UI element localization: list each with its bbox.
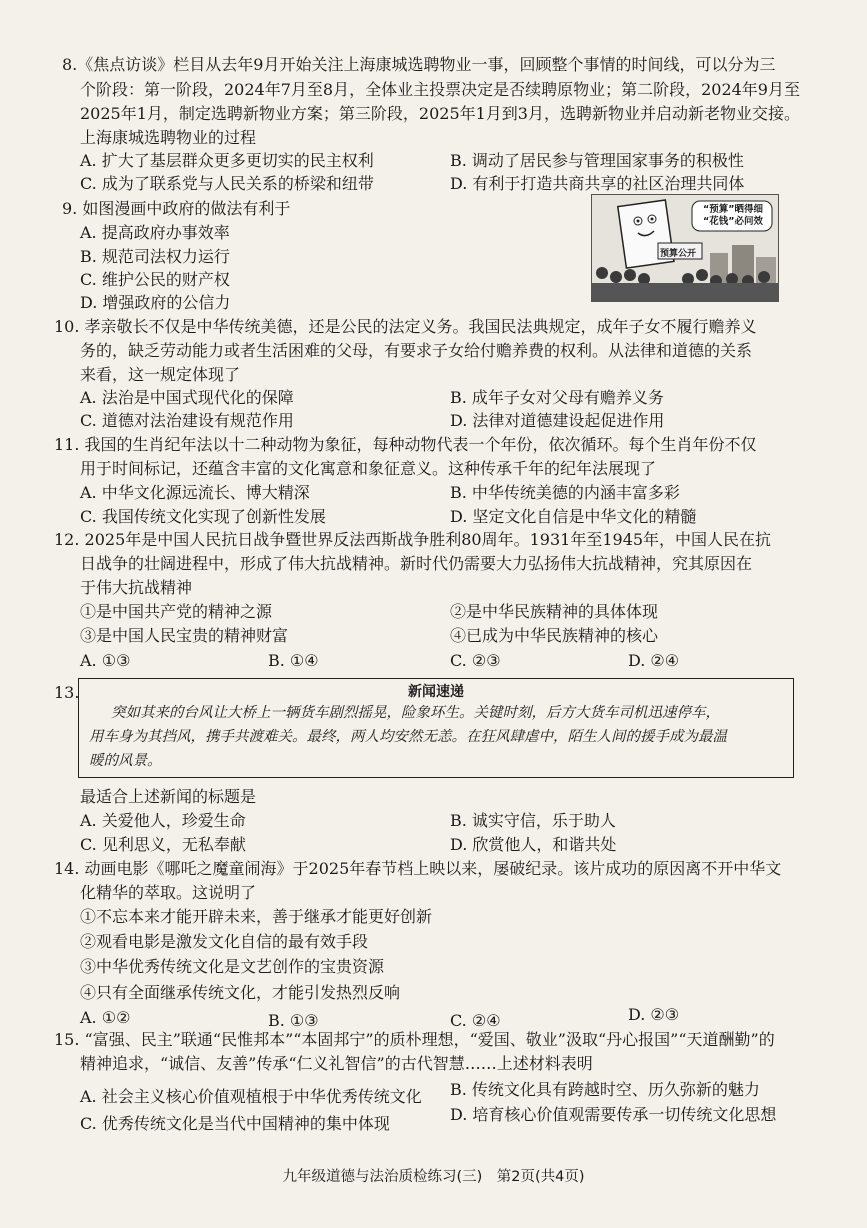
q14-item-4: ④只有全面继承传统文化，才能引发热烈反响 xyxy=(80,983,401,1002)
q10-option-c: C. 道德对法治建设有规范作用 xyxy=(80,411,294,430)
q13-option-b: B. 诚实守信，乐于助人 xyxy=(450,811,616,830)
q10-stem-line: 来看，这一规定体现了 xyxy=(80,365,241,384)
q8-stem-line: 个阶段：第一阶段，2024年7月至8月，全体业主投票决定是否续聘原物业；第二阶段，2024年9月至 xyxy=(80,80,800,99)
q8-option-c: C. 成为了联系党与人民关系的桥梁和纽带 xyxy=(80,174,374,193)
q11-option-b: B. 中华传统美德的内涵丰富多彩 xyxy=(450,483,680,502)
q13-number: 13. xyxy=(54,683,80,702)
q14-option-a: A. ①② xyxy=(80,1008,131,1027)
q15-option-c: C. 优秀传统文化是当代中国精神的集中体现 xyxy=(80,1114,390,1133)
q14-item-1: ①不忘本来才能开辟未来，善于继承才能更好创新 xyxy=(80,907,433,926)
news-line: 突如其来的台风让大桥上一辆货车剧烈摇晃，险象环生。关键时刻，后方大货车司机迅速停车， xyxy=(111,705,720,721)
q9-option-b: B. 规范司法权力运行 xyxy=(80,247,230,266)
q12-item-1: ①是中国共产党的精神之源 xyxy=(80,602,273,621)
q8-option-d: D. 有利于打造共商共享的社区治理共同体 xyxy=(450,174,745,193)
q15-option-a: A. 社会主义核心价值观植根于中华优秀传统文化 xyxy=(80,1087,422,1106)
q14-stem-line: 化精华的萃取。这说明了 xyxy=(80,883,257,902)
q10-option-d: D. 法律对道德建设起促进作用 xyxy=(450,411,665,430)
q12-item-2: ②是中华民族精神的具体体现 xyxy=(450,602,659,621)
q13-option-d: D. 欣赏他人，和谐共处 xyxy=(450,835,617,854)
news-line: 暖的风景。 xyxy=(89,753,162,769)
news-title: 新闻速递 xyxy=(408,684,464,700)
q12-option-d: D. ②④ xyxy=(628,651,680,670)
q10-option-b: B. 成年子女对父母有赡养义务 xyxy=(450,388,664,407)
q11-stem-line: 11. 我国的生肖纪年法以十二种动物为象征，每种动物代表一个年份，依次循环。每个生肖年份不仅 xyxy=(54,435,757,454)
q8-option-b: B. 调动了居民参与管理国家事务的积极性 xyxy=(450,151,744,170)
cartoon-bubble-text: “预算”晒得细 “花钱”必问效 xyxy=(703,204,763,227)
q10-stem-line: 10. 孝亲敬长不仅是中华传统美德，还是公民的法定义务。我国民法典规定，成年子女不履行赡养义 xyxy=(54,317,757,336)
q9-option-d: D. 增强政府的公信力 xyxy=(80,293,231,312)
q9-stem: 9. 如图漫画中政府的做法有利于 xyxy=(62,199,291,218)
q15-option-b: B. 传统文化具有跨越时空、历久弥新的魅力 xyxy=(450,1080,760,1099)
q14-stem-line: 14. 动画电影《哪吒之魔童闹海》于2025年春节档上映以来，屡破纪录。该片成功的原因离不开中华文 xyxy=(54,859,782,878)
q13-stem: 最适合上述新闻的标题是 xyxy=(80,787,257,806)
q12-stem-line: 日战争的壮阔进程中，形成了伟大抗战精神。新时代仍需要大力弘扬伟大抗战精神，究其原因在 xyxy=(80,554,753,573)
q10-option-a: A. 法治是中国式现代化的保障 xyxy=(80,388,294,407)
q8-option-a: A. 扩大了基层群众更多更切实的民主权利 xyxy=(80,151,374,170)
q15-option-d: D. 培育核心价值观需要传承一切传统文化思想 xyxy=(450,1105,777,1124)
cartoon-sign-text: 预算公开 xyxy=(660,249,697,259)
q12-option-a: A. ①③ xyxy=(80,651,131,670)
q13-option-a: A. 关爱他人，珍爱生命 xyxy=(80,811,246,830)
q14-item-3: ③中华优秀传统文化是文艺创作的宝贵资源 xyxy=(80,957,385,976)
q12-option-c: C. ②③ xyxy=(450,651,501,670)
q14-option-b: B. ①③ xyxy=(268,1011,319,1030)
q12-stem-line: 于伟大抗战精神 xyxy=(80,578,193,597)
q15-stem-line: 15. “富强、民主”联通“民惟邦本”“本固邦宁”的质朴理想，“爱国、敬业”汲取“丹心报国”“天道酬勤”的 xyxy=(54,1030,775,1049)
q15-stem-line: 精神追求，“诚信、友善”传承“仁义礼智信”的古代智慧……上述材料表明 xyxy=(80,1054,593,1073)
q14-option-d: D. ②③ xyxy=(628,1005,680,1024)
q14-item-2: ②观看电影是激发文化自信的最有效手段 xyxy=(80,932,369,951)
q11-option-d: D. 坚定文化自信是中华文化的精髓 xyxy=(450,507,697,526)
q10-stem-line: 务的，缺乏劳动能力或者生活困难的父母，有要求子女给付赡养费的权利。从法律和道德的关系 xyxy=(80,341,753,360)
q12-item-4: ④已成为中华民族精神的核心 xyxy=(450,626,659,645)
q9-option-a: A. 提高政府办事效率 xyxy=(80,223,230,242)
q11-stem-line: 用于时间标记，还蕴含丰富的文化寓意和象征意义。这种传承千年的纪年法展现了 xyxy=(80,459,657,478)
news-box xyxy=(78,678,794,778)
q11-option-c: C. 我国传统文化实现了创新性发展 xyxy=(80,507,326,526)
q8-stem-line: 2025年1月，制定选聘新物业方案；第三阶段，2025年1月到3月，选聘新物业并启动新老物业交接。 xyxy=(80,104,800,123)
q12-stem-line: 12. 2025年是中国人民抗日战争暨世界反法西斯战争胜利80周年。1931年至1945年，中国人民在抗 xyxy=(54,530,772,549)
page-footer: 九年级道德与法治质检练习(三) 第2页(共4页) xyxy=(282,1169,585,1185)
budget-cartoon xyxy=(591,194,779,302)
q11-option-a: A. 中华文化源远流长、博大精深 xyxy=(80,483,310,502)
q12-item-3: ③是中国人民宝贵的精神财富 xyxy=(80,626,289,645)
q14-option-c: C. ②④ xyxy=(450,1011,501,1030)
q8-stem-line: 上海康城选聘物业的过程 xyxy=(80,128,257,147)
q8-stem-line: 8.《焦点访谈》栏目从去年9月开始关注上海康城选聘物业一事，回顾整个事情的时间线，可以分为三 xyxy=(62,55,776,74)
q13-option-c: C. 见利思义，无私奉献 xyxy=(80,835,246,854)
q12-option-b: B. ①④ xyxy=(268,651,319,670)
news-line: 用车身为其挡风，携手共渡难关。最终，两人均安然无恙。在狂风肆虐中，陌生人间的援手成为最温 xyxy=(89,729,727,745)
q9-option-c: C. 维护公民的财产权 xyxy=(80,270,230,289)
